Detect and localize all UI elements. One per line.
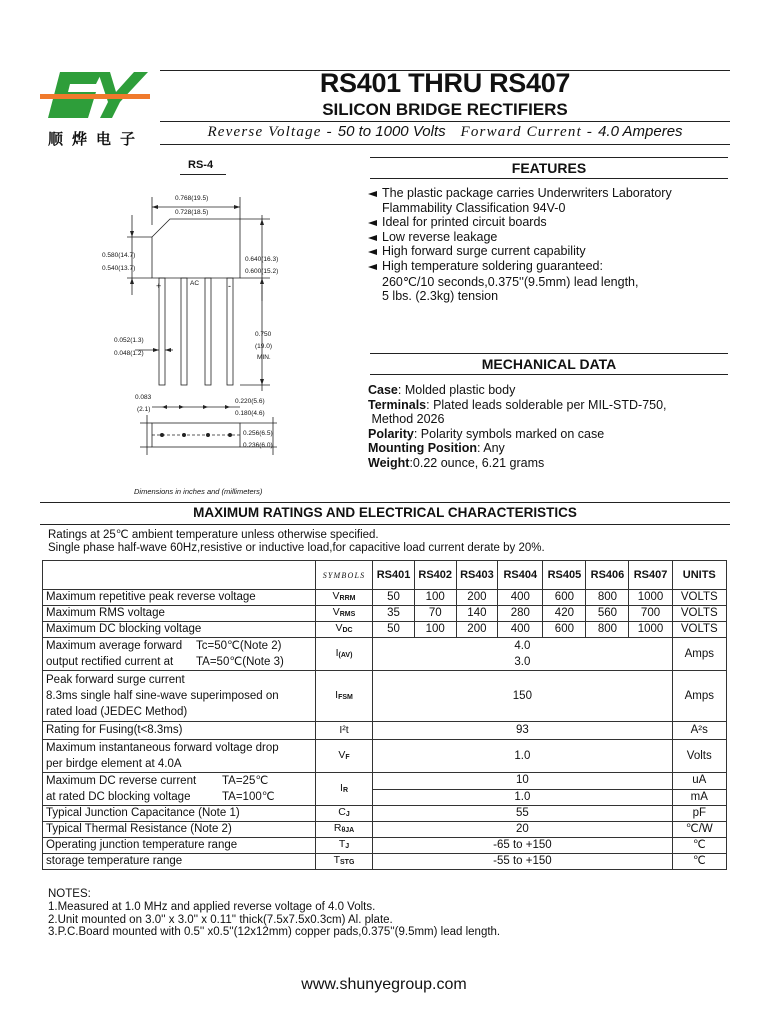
header-rule-bottom bbox=[160, 144, 730, 145]
cell-unit: ℃/W bbox=[672, 822, 726, 838]
cell-value: 400 bbox=[498, 622, 543, 638]
cell-value: 200 bbox=[456, 622, 498, 638]
dim-right-height-top: 0.640(16.3) bbox=[245, 256, 279, 263]
ratings-rule-bottom bbox=[40, 524, 730, 525]
case-value: : Molded plastic body bbox=[397, 383, 516, 397]
feature-item: Low reverse leakage bbox=[368, 230, 728, 245]
mechanical-heading: MECHANICAL DATA bbox=[481, 356, 617, 372]
logo-orange-bar bbox=[40, 94, 150, 99]
reverse-voltage-value: 50 to 1000 Volts bbox=[337, 123, 446, 140]
polarity-label: Polarity bbox=[368, 426, 414, 441]
cell-unit: VOLTS bbox=[672, 590, 726, 606]
cell-value: 1000 bbox=[629, 622, 672, 638]
header-part: RS402 bbox=[414, 561, 456, 590]
package-dimension-drawing bbox=[95, 185, 295, 485]
cell-unit: ℃ bbox=[672, 854, 726, 870]
note-item: 2.Unit mounted on 3.0'' x 3.0'' x 0.11'' thick(7.5x7.5x0.3cm) Al. plate. bbox=[48, 913, 393, 926]
cell-value: 200 bbox=[456, 590, 498, 606]
label-ac: AC bbox=[190, 280, 200, 287]
row-label: Typical Thermal Resistance (Note 2) bbox=[43, 822, 316, 838]
mechanical-data bbox=[368, 383, 728, 471]
cell-value: 150 bbox=[373, 671, 672, 722]
mounting-value: : Any bbox=[477, 441, 505, 456]
cell-unit: mA bbox=[672, 789, 726, 806]
cell-unit: Volts bbox=[672, 740, 726, 773]
dim-spacing-bottom: 0.180(4.6) bbox=[235, 410, 265, 417]
label-minus: - bbox=[228, 281, 231, 291]
ratings-intro bbox=[48, 529, 545, 554]
cell-value: 100 bbox=[414, 590, 456, 606]
cell-value: 100 bbox=[414, 622, 456, 638]
symbol-i2t: I²t bbox=[315, 722, 372, 740]
page-subtitle: SILICON BRIDGE RECTIFIERS bbox=[322, 100, 568, 119]
feature-item-continuation: Flammability Classification 94V-0 bbox=[382, 200, 566, 215]
dim-width-bottom: 0.728(18.5) bbox=[175, 209, 209, 216]
ratings-intro-line: Ratings at 25℃ ambient temperature unless otherwise specified. bbox=[48, 529, 379, 541]
row-label: storage temperature range bbox=[43, 854, 316, 870]
symbol-tj: $T_J$ bbox=[315, 838, 372, 854]
symbol-rth: $R_{\theta JA}$ bbox=[315, 822, 372, 838]
cell-value: 1000 bbox=[629, 590, 672, 606]
table-row bbox=[43, 740, 727, 773]
terminals-continuation: Method 2026 bbox=[368, 412, 445, 427]
table-row bbox=[43, 622, 727, 638]
header-units: UNITS bbox=[672, 561, 726, 590]
header-part: RS407 bbox=[629, 561, 672, 590]
package-label-underline bbox=[180, 174, 226, 175]
dim-width-top: 0.768(19.5) bbox=[175, 195, 209, 202]
table-row bbox=[43, 638, 727, 671]
case-label: Case bbox=[368, 383, 398, 397]
note-item: 3.P.C.Board mounted with 0.5'' x0.5''(12x12mm) copper pads,0.375''(9.5mm) lead length. bbox=[48, 926, 501, 939]
features-heading: FEATURES bbox=[511, 160, 587, 176]
table-row bbox=[43, 606, 727, 622]
cell-value: 1.0 bbox=[373, 740, 672, 773]
header-part: RS406 bbox=[586, 561, 629, 590]
dim-spacing-top: 0.220(5.6) bbox=[235, 398, 265, 405]
row-label: Maximum average forward Tc=50℃(Note 2) output rectified current at TA=50℃(Note 3) bbox=[43, 638, 316, 671]
row-label: Peak forward surge current 8.3ms single half sine-wave superimposed on rated load (JEDEC Method) bbox=[43, 671, 316, 722]
feature-item-continuation: 260℃/10 seconds,0.375''(9.5mm) lead length, bbox=[382, 274, 639, 289]
symbol-vrrm: $V_{RRM}$ bbox=[315, 590, 372, 606]
terminals-label: Terminals bbox=[368, 397, 427, 412]
dim-end-bottom: 0.236(6.0) bbox=[243, 442, 273, 449]
notes bbox=[48, 888, 500, 939]
row-label: Maximum instantaneous forward voltage drop per birdge element at 4.0A bbox=[43, 740, 316, 773]
symbol-vrms: $V_{RMS}$ bbox=[315, 606, 372, 622]
dim-lead-length-2: (19.0) bbox=[255, 343, 272, 350]
ratings-intro-line: Single phase half-wave 60Hz,resistive or inductive load,for capacitive load current derate by 20%. bbox=[48, 541, 545, 554]
table-row bbox=[43, 806, 727, 822]
cell-value: 55 bbox=[373, 806, 672, 822]
cell-value: -55 to +150 bbox=[373, 854, 672, 870]
forward-current-label: Forward Current - bbox=[460, 124, 599, 140]
mechanical-rule-bottom bbox=[370, 374, 728, 375]
header-symbols: SYMBOLS bbox=[315, 561, 372, 590]
cell-value: 700 bbox=[629, 606, 672, 622]
mounting-label: Mounting Position bbox=[368, 441, 478, 456]
cell-value: 800 bbox=[586, 622, 629, 638]
note-item: 1.Measured at 1.0 MHz and applied reverse voltage of 4.0 Volts. bbox=[48, 900, 376, 913]
features-rule-top bbox=[370, 157, 728, 158]
dim-lead-width-top: 0.052(1.3) bbox=[114, 337, 144, 344]
dim-end-top: 0.256(6.5) bbox=[243, 430, 273, 437]
table-header-row bbox=[43, 561, 727, 590]
cell-unit: Amps bbox=[672, 638, 726, 671]
cell-value: 280 bbox=[498, 606, 543, 622]
label-plus: + bbox=[156, 281, 162, 291]
table-row bbox=[43, 773, 727, 790]
cell-value: 600 bbox=[543, 590, 586, 606]
header-part: RS404 bbox=[498, 561, 543, 590]
forward-current-value: 4.0 Amperes bbox=[598, 123, 683, 140]
weight-value: :0.22 ounce, 6.21 grams bbox=[409, 455, 545, 470]
notes-title: NOTES: bbox=[48, 888, 91, 900]
cell-value: 140 bbox=[456, 606, 498, 622]
cell-unit: VOLTS bbox=[672, 606, 726, 622]
feature-item: Ideal for printed circuit boards bbox=[368, 215, 728, 230]
cell-value: 1.0 bbox=[373, 789, 672, 806]
row-label: Maximum repetitive peak reverse voltage bbox=[43, 590, 316, 606]
ratings-summary bbox=[160, 123, 730, 141]
dimensions-caption: Dimensions in inches and (millimeters) bbox=[134, 487, 263, 496]
cell-value: 400 bbox=[498, 590, 543, 606]
dim-right-height-bottom: 0.600(15.2) bbox=[245, 268, 279, 275]
row-label: Operating junction temperature range bbox=[43, 838, 316, 854]
row-label: Maximum DC reverse current TA=25℃ at rated DC blocking voltage TA=100℃ bbox=[43, 773, 316, 806]
dim-pitch-bottom: (2.1) bbox=[137, 406, 151, 413]
cell-value: -65 to +150 bbox=[373, 838, 672, 854]
features-list bbox=[368, 186, 728, 304]
table-row bbox=[43, 722, 727, 740]
dim-left-height-top: 0.580(14.7) bbox=[102, 252, 136, 259]
symbol-ir: $I_R$ bbox=[315, 773, 372, 806]
cell-unit: A²s bbox=[672, 722, 726, 740]
dim-left-height-bottom: 0.540(13.7) bbox=[102, 265, 136, 272]
cell-unit: VOLTS bbox=[672, 622, 726, 638]
terminals-value: : Plated leads solderable per MIL-STD-750, bbox=[426, 397, 667, 412]
table-row bbox=[43, 838, 727, 854]
cell-value: 10 bbox=[373, 773, 672, 790]
row-label: Typical Junction Capacitance (Note 1) bbox=[43, 806, 316, 822]
dim-pitch-top: 0.083 bbox=[135, 394, 152, 401]
weight-label: Weight bbox=[368, 455, 410, 470]
dim-lead-width-bottom: 0.048(1.2) bbox=[114, 350, 144, 357]
features-rule-bottom bbox=[370, 178, 728, 179]
cell-value: 93 bbox=[373, 722, 672, 740]
row-label: Maximum RMS voltage bbox=[43, 606, 316, 622]
row-label: Rating for Fusing(t<8.3ms) bbox=[43, 722, 316, 740]
table-row bbox=[43, 854, 727, 870]
cell-value: 50 bbox=[373, 622, 415, 638]
cell-value: 50 bbox=[373, 590, 415, 606]
logo-chinese-name: 顺烨电子 bbox=[48, 130, 145, 148]
symbol-cj: $C_J$ bbox=[315, 806, 372, 822]
package-body bbox=[152, 219, 240, 278]
symbol-ifsm: $I_{FSM}$ bbox=[315, 671, 372, 722]
dim-lead-length-3: MIN. bbox=[257, 354, 271, 361]
feature-item: High forward surge current capability bbox=[368, 244, 728, 259]
page-title: RS401 THRU RS407 bbox=[319, 68, 571, 98]
cell-unit: ℃ bbox=[672, 838, 726, 854]
cell-unit: uA bbox=[672, 773, 726, 790]
cell-unit: Amps bbox=[672, 671, 726, 722]
cell-value: 800 bbox=[586, 590, 629, 606]
dim-lead-length-1: 0.750 bbox=[255, 331, 272, 338]
header-rule-mid bbox=[160, 121, 730, 122]
cell-value: 70 bbox=[414, 606, 456, 622]
cell-value: 560 bbox=[586, 606, 629, 622]
symbol-iav: $I_{(AV)}$ bbox=[315, 638, 372, 671]
feature-item: The plastic package carries Underwriters Laboratory bbox=[368, 186, 728, 201]
header-part: RS405 bbox=[543, 561, 586, 590]
reverse-voltage-label: Reverse Voltage - bbox=[207, 124, 338, 140]
header-part: RS403 bbox=[456, 561, 498, 590]
table-row bbox=[43, 822, 727, 838]
feature-item-continuation: 5 lbs. (2.3kg) tension bbox=[382, 289, 499, 304]
polarity-value: : Polarity symbols marked on case bbox=[413, 426, 605, 441]
cell-value: 420 bbox=[543, 606, 586, 622]
package-label: RS-4 bbox=[188, 159, 214, 171]
symbol-tstg: $T_{STG}$ bbox=[315, 854, 372, 870]
ratings-heading: MAXIMUM RATINGS AND ELECTRICAL CHARACTERISTICS bbox=[193, 505, 577, 520]
row-label: Maximum DC blocking voltage bbox=[43, 622, 316, 638]
table-row bbox=[43, 671, 727, 722]
cell-value: 4.0 3.0 bbox=[373, 638, 672, 671]
cell-value: 35 bbox=[373, 606, 415, 622]
cell-unit: pF bbox=[672, 806, 726, 822]
table-row bbox=[43, 590, 727, 606]
cell-value: 600 bbox=[543, 622, 586, 638]
header-part: RS401 bbox=[373, 561, 415, 590]
ratings-rule-top bbox=[40, 502, 730, 503]
footer-url[interactable]: www.shunyegroup.com bbox=[301, 976, 467, 993]
ratings-table bbox=[42, 560, 727, 870]
symbol-vdc: $V_{DC}$ bbox=[315, 622, 372, 638]
mechanical-rule-top bbox=[370, 353, 728, 354]
cell-value: 20 bbox=[373, 822, 672, 838]
feature-item: High temperature soldering guaranteed: bbox=[368, 259, 728, 274]
header-parameter bbox=[43, 561, 316, 590]
symbol-vf: $V_F$ bbox=[315, 740, 372, 773]
